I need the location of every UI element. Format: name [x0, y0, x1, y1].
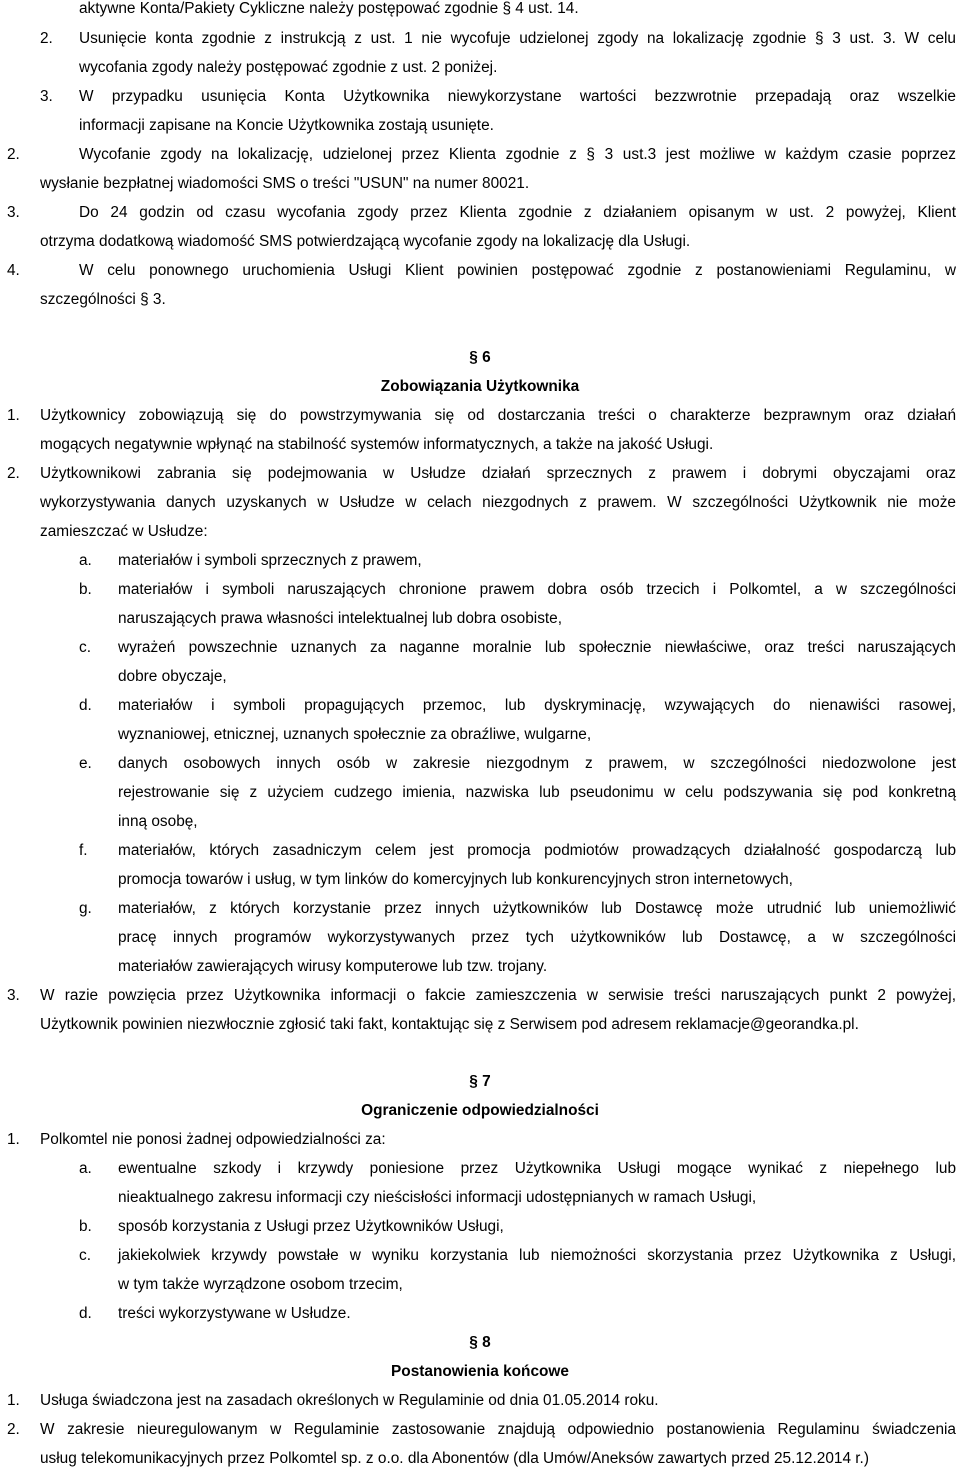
list-item-line: dobre obyczaje, — [118, 668, 227, 685]
paragraph-line: wycofania zgody należy postępować zgodnie z ust. 2 poniżej. — [79, 59, 498, 76]
paragraph-line: Polkomtel nie ponosi żadnej odpowiedzialności za: — [40, 1131, 386, 1148]
list-item-line: nieaktualnego zakresu informacji czy nieścisłości informacji udostępnianych w ramach Usługi, — [118, 1189, 757, 1206]
paragraph-line: Wycofanie zgody na lokalizację, udzielonej przez Klienta zgodnie z § 3 ust.3 jest możliwe w każdym czasie poprzez — [79, 146, 956, 163]
paragraph-line: informacji zapisane na Koncie Użytkownika zostają usunięte. — [79, 117, 494, 134]
list-item-line: danych osobowych innych osób w zakresie niezgodnym z prawem, w szczególności niedozwolone jest — [118, 755, 956, 772]
list-number: 2. — [7, 146, 20, 163]
paragraph-line: Do 24 godzin od czasu wycofania zgody przez Klienta zgodnie z działaniem opisanym w ust. 2 powyżej, Klient — [79, 204, 956, 221]
paragraph-line: zamieszczać w Usłudze: — [40, 523, 208, 540]
list-letter: f. — [79, 842, 88, 859]
section-number: § 8 — [469, 1334, 491, 1351]
list-item-line: sposób korzystania z Usługi przez Użytkowników Usługi, — [118, 1218, 504, 1235]
list-item-line: inną osobę, — [118, 813, 198, 830]
list-item-line: wyrażeń powszechnie uznanych za naganne moralnie lub społecznie niewłaściwe, oraz treści naruszających — [118, 639, 956, 656]
paragraph-line: W zakresie nieuregulowanym w Regulaminie zastosowanie znajdują odpowiednio postanowienia Regulaminu świadczenia — [40, 1421, 956, 1438]
section-number: § 7 — [469, 1073, 491, 1090]
list-item-line: treści wykorzystywane w Usłudze. — [118, 1305, 351, 1322]
paragraph-line: Usługa świadczona jest na zasadach określonych w Regulaminie od dnia 01.05.2014 roku. — [40, 1392, 659, 1409]
list-letter: a. — [79, 552, 92, 569]
section-number: § 6 — [469, 349, 491, 366]
paragraph-line: szczególności § 3. — [40, 291, 166, 308]
list-letter: b. — [79, 581, 92, 598]
section-title: Ograniczenie odpowiedzialności — [361, 1102, 599, 1119]
list-item-line: materiałów zawierających wirusy komputerowe lub tzw. trojany. — [118, 958, 548, 975]
list-item-line: naruszających prawa własności intelektualnej lub dobra osobiste, — [118, 610, 563, 627]
paragraph-line: W celu ponownego uruchomienia Usługi Klient powinien postępować zgodnie z postanowieniami Regulaminu, w — [79, 262, 956, 279]
section-title: Postanowienia końcowe — [391, 1363, 569, 1380]
list-item-line: rejestrowanie się z użyciem cudzego imienia, nazwiska lub pseudonimu w celu podszywania się pod konkretną — [118, 784, 956, 801]
list-item-line: materiałów, których zasadniczym celem jest promocja podmiotów prowadzących działalność gospodarczą lub — [118, 842, 956, 859]
list-number: 3. — [40, 88, 53, 105]
list-item-line: pracę innych programów wykorzystywanych przez tych użytkowników lub Dostawcę, a w szczególności — [118, 929, 956, 946]
list-item-line: materiałów i symboli propagujących przemoc, lub dyskryminację, wzywających do nienawiści rasowej, — [118, 697, 956, 714]
paragraph-line: Użytkownicy zobowiązują się do powstrzymywania się od dostarczania treści o charakterze bezprawnym oraz działań — [40, 407, 956, 424]
list-number: 4. — [7, 262, 20, 279]
list-item-line: jakiekolwiek krzywdy powstałe w wyniku korzystania lub niemożności skorzystania przez Użytkownika z Usługi, — [118, 1247, 956, 1264]
list-item-line: wyznaniowej, etnicznej, uznanych społecznie za obraźliwe, wulgarne, — [118, 726, 592, 743]
list-number: 1. — [7, 407, 20, 424]
list-item-line: materiałów i symboli sprzecznych z prawem, — [118, 552, 422, 569]
list-letter: e. — [79, 755, 92, 772]
list-number: 1. — [7, 1131, 20, 1148]
list-number: 1. — [7, 1392, 20, 1409]
list-number: 2. — [7, 465, 20, 482]
list-item-line: ewentualne szkody i krzywdy poniesione przez Użytkownika Usługi mogące wynikać z niepełnego lub — [118, 1160, 956, 1177]
list-number: 2. — [40, 30, 53, 47]
paragraph-line: mogących negatywnie wpłynąć na stabilność systemów informatycznych, a także na jakość Usługi. — [40, 436, 714, 453]
list-number: 3. — [7, 987, 20, 1004]
list-letter: c. — [79, 1247, 91, 1264]
list-letter: c. — [79, 639, 91, 656]
list-letter: a. — [79, 1160, 92, 1177]
list-letter: d. — [79, 1305, 92, 1322]
paragraph-line: W razie powzięcia przez Użytkownika informacji o fakcie zamieszczenia w serwisie treści naruszających punkt 2 powyżej, — [40, 987, 956, 1004]
paragraph-line: Użytkownikowi zabrania się podejmowania w Usłudze działań sprzecznych z prawem i dobrymi obyczajami oraz — [40, 465, 956, 482]
list-number: 2. — [7, 1421, 20, 1438]
section-title: Zobowiązania Użytkownika — [380, 378, 580, 395]
paragraph-line: Usunięcie konta zgodnie z instrukcją z ust. 1 nie wycofuje udzielonej zgody na lokalizację zgodnie § 3 ust. 3. W celu — [79, 30, 956, 47]
list-item-line: promocja towarów i usług, w tym linków do komercyjnych lub konkurencyjnych stron internetowych, — [118, 871, 793, 888]
paragraph-line: wysłanie bezpłatnej wiadomości SMS o treści "USUN" na numer 80021. — [40, 175, 530, 192]
list-letter: g. — [79, 900, 92, 917]
list-letter: b. — [79, 1218, 92, 1235]
paragraph-line: wykorzystywania danych uzyskanych w Usłudze w celach niezgodnych z prawem. W szczególności Użytkownik nie może — [40, 494, 956, 511]
paragraph-line: W przypadku usunięcia Konta Użytkownika niewykorzystane wartości bezzwrotnie przepadają oraz wszelkie — [79, 88, 956, 105]
list-item-line: materiałów i symboli naruszających chronione prawem dobra osób trzecich i Polkomtel, a w szczególności — [118, 581, 956, 598]
list-item-line: materiałów, z których korzystanie przez innych użytkowników lub Dostawcę może utrudnić lub uniemożliwić — [118, 900, 956, 917]
paragraph-line: otrzyma dodatkową wiadomość SMS potwierdzającą wycofanie zgody na lokalizację dla Usługi. — [40, 233, 691, 250]
paragraph-line: usług telekomunikacyjnych przez Polkomtel sp. z o.o. dla Abonentów (dla Umów/Aneksów zawartych przed 25.12.2014 r.) — [40, 1450, 869, 1467]
list-item-line: w tym także wyrządzone osobom trzecim, — [118, 1276, 403, 1293]
list-letter: d. — [79, 697, 92, 714]
list-number: 3. — [7, 204, 20, 221]
paragraph-line: aktywne Konta/Pakiety Cykliczne należy postępować zgodnie § 4 ust. 14. — [79, 0, 579, 17]
paragraph-line: Użytkownik powinien niezwłocznie zgłosić taki fakt, kontaktując się z Serwisem pod adresem reklamacje@georandka.pl. — [40, 1016, 859, 1033]
